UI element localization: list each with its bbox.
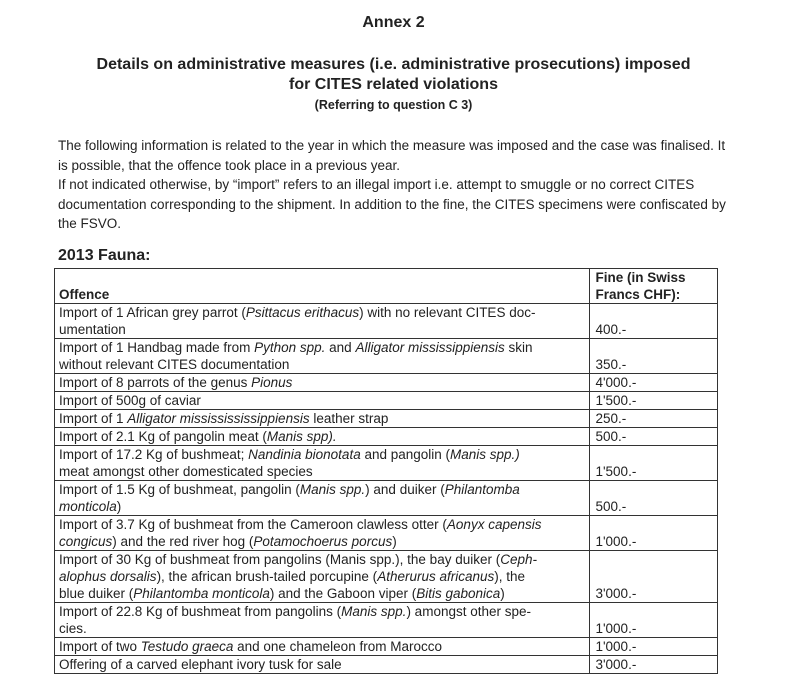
table-header-row bbox=[55, 269, 718, 304]
header-fine-line-1: Fine (in Swiss bbox=[595, 270, 686, 285]
fine-cell: 1'000.- bbox=[590, 638, 718, 656]
table-row bbox=[55, 481, 718, 516]
intro-text bbox=[58, 136, 728, 234]
offence-cell: Import of 8 parrots of the genus Pionus bbox=[55, 374, 590, 392]
offence-cell: Import of 1 Alligator mississississippiensis leather strap bbox=[55, 410, 590, 428]
fine-cell: 500.- bbox=[590, 481, 718, 516]
offence-cell: Import of two Testudo graeca and one chameleon from Marocco bbox=[55, 638, 590, 656]
offence-cell: Offering of a carved elephant ivory tusk for sale bbox=[55, 656, 590, 674]
species-name: monticola bbox=[59, 499, 117, 514]
table-row bbox=[55, 551, 718, 603]
table-row bbox=[55, 304, 718, 339]
table-row bbox=[55, 428, 718, 446]
fauna-table bbox=[54, 268, 718, 674]
heading-line-2: for CITES related violations bbox=[289, 76, 498, 93]
fine-cell: 4'000.- bbox=[590, 374, 718, 392]
fine-cell: 1'500.- bbox=[590, 446, 718, 481]
fine-cell: 250.- bbox=[590, 410, 718, 428]
table-row bbox=[55, 339, 718, 374]
fine-cell: 1'000.- bbox=[590, 516, 718, 551]
species-name: congicus bbox=[59, 534, 113, 549]
offence-cell: Import of 1.5 Kg of bushmeat, pangolin (Manis spp.) and duiker (Philantomba monticola) bbox=[55, 481, 590, 516]
fine-cell: 1'500.- bbox=[590, 392, 718, 410]
header-fine-line-2: Francs CHF): bbox=[595, 287, 681, 302]
offence-cell: Import of 30 Kg of bushmeat from pangolins (Manis spp.), the bay duiker (Ceph- alophus dorsalis), the african brush-tailed porcupine (Atherurus africanus), the blue duiker (Philantomba monticola) and the Gaboon viper (Bitis gabonica) bbox=[55, 551, 590, 603]
fine-cell: 3'000.- bbox=[590, 551, 718, 603]
species-name: Potamochoerus porcus bbox=[253, 534, 393, 549]
species-name: Manis spp. bbox=[341, 604, 407, 619]
species-name: Philantomba bbox=[444, 482, 520, 497]
offence-cell: Import of 3.7 Kg of bushmeat from the Cameroon clawless otter (Aonyx capensis congicus) and the red river hog (Potamochoerus porcus) bbox=[55, 516, 590, 551]
species-name: Aonyx capensis bbox=[446, 517, 542, 532]
species-name: Psittacus erithacus bbox=[245, 305, 360, 320]
intro-paragraph-1: The following information is related to the year in which the measure was imposed and the case was finalised. It is possible, that the offence took place in a previous year. bbox=[58, 138, 726, 173]
fine-cell: 3'000.- bbox=[590, 656, 718, 674]
species-name: Manis spp.) bbox=[450, 447, 520, 462]
table-row bbox=[55, 516, 718, 551]
subheading: (Referring to question C 3) bbox=[314, 98, 473, 112]
species-name: Testudo graeca bbox=[140, 639, 234, 654]
offence-cell: Import of 17.2 Kg of bushmeat; Nandinia bionotata and pangolin (Manis spp.) meat amongst other domesticated species bbox=[55, 446, 590, 481]
species-name: Alligator mississississippiensis bbox=[127, 411, 310, 426]
offence-cell: Import of 1 Handbag made from Python spp. and Alligator mississippiensis skin without relevant CITES documentation bbox=[55, 339, 590, 374]
table-row bbox=[55, 656, 718, 674]
table-row bbox=[55, 638, 718, 656]
fine-cell: 400.- bbox=[590, 304, 718, 339]
header-offence: Offence bbox=[55, 269, 590, 304]
species-name: Alligator mississippiensis bbox=[355, 340, 505, 355]
table-row bbox=[55, 446, 718, 481]
species-name: Atherurus africanus bbox=[377, 569, 495, 584]
document-heading bbox=[40, 55, 747, 95]
fine-cell: 350.- bbox=[590, 339, 718, 374]
species-name: alophus dorsalis bbox=[59, 569, 157, 584]
section-title: 2013 Fauna: bbox=[58, 247, 151, 264]
offence-cell: Import of 2.1 Kg of pangolin meat (Manis spp). bbox=[55, 428, 590, 446]
heading-line-1: Details on administrative measures (i.e. administrative prosecutions) imposed bbox=[96, 56, 691, 73]
species-name: Philantomba monticola bbox=[133, 586, 270, 601]
table-row bbox=[55, 374, 718, 392]
table-body bbox=[55, 304, 718, 674]
annex-title: Annex 2 bbox=[362, 14, 425, 31]
species-name: Bitis gabonica bbox=[416, 586, 501, 601]
fine-cell: 500.- bbox=[590, 428, 718, 446]
species-name: Manis spp. bbox=[299, 482, 366, 497]
table-row bbox=[55, 392, 718, 410]
header-fine bbox=[590, 269, 718, 304]
species-name: Manis spp). bbox=[266, 429, 337, 444]
intro-paragraph-2: If not indicated otherwise, by “import” refers to an illegal import i.e. attempt to smuggle or no correct CITES documentation corresponding to the shipment. In addition to the fine, the CITES specimens were confiscated by the FSVO. bbox=[58, 177, 726, 231]
fine-cell: 1'000.- bbox=[590, 603, 718, 638]
offence-cell: Import of 500g of caviar bbox=[55, 392, 590, 410]
species-name: Ceph- bbox=[500, 552, 537, 567]
species-name: Python spp. bbox=[254, 340, 326, 355]
table-row bbox=[55, 603, 718, 638]
offence-cell: Import of 1 African grey parrot (Psittacus erithacus) with no relevant CITES doc- umentation bbox=[55, 304, 590, 339]
species-name: Pionus bbox=[251, 375, 293, 390]
species-name: Nandinia bionotata bbox=[248, 447, 361, 462]
table-row bbox=[55, 410, 718, 428]
offence-cell: Import of 22.8 Kg of bushmeat from pangolins (Manis spp.) amongst other spe- cies. bbox=[55, 603, 590, 638]
